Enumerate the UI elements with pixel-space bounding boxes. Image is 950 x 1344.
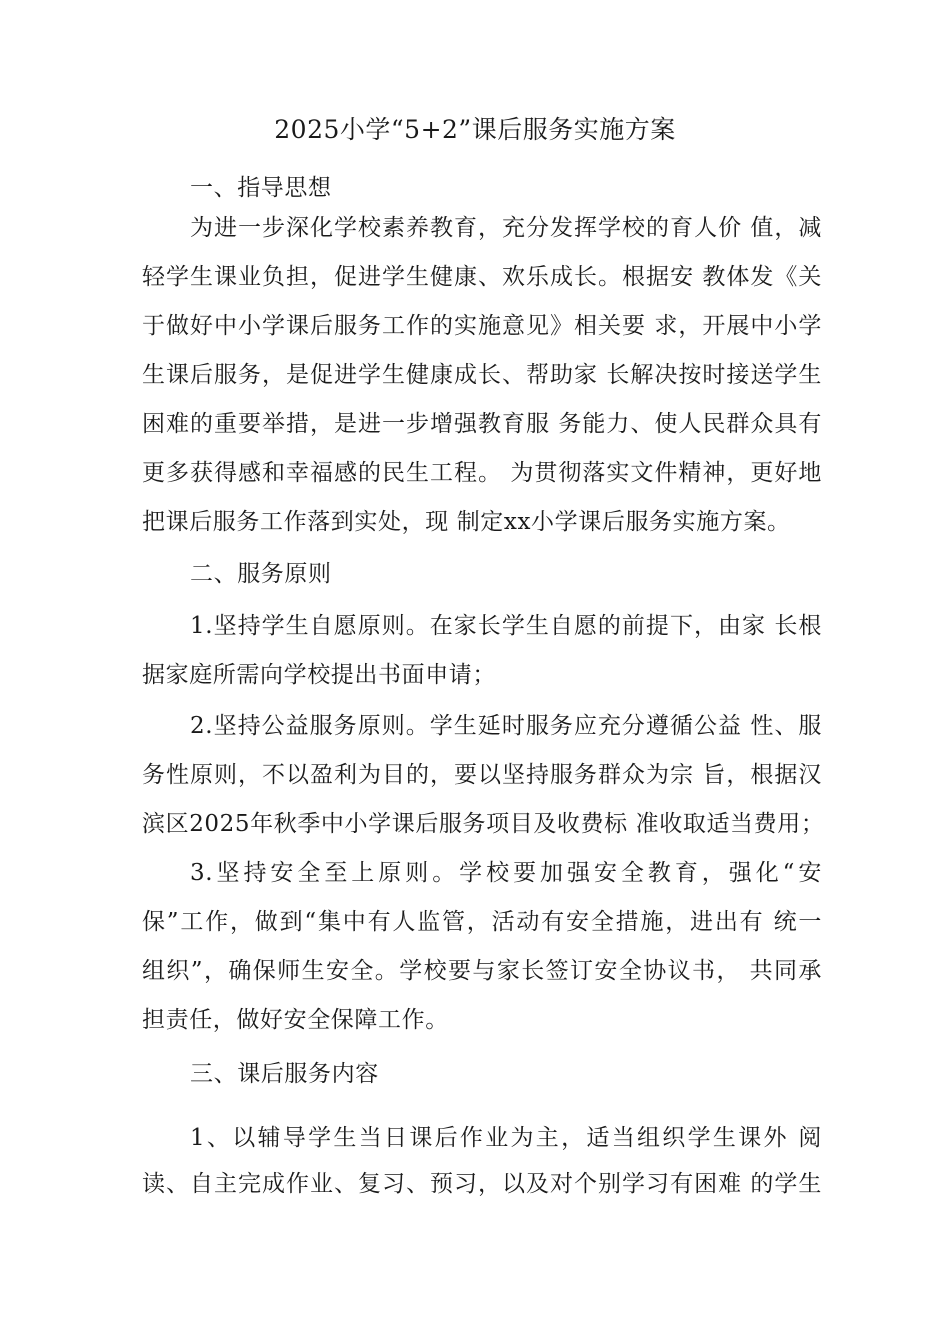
paragraph-line: 把课后服务工作落到实处，现 制定xx小学课后服务实施方案。 <box>142 509 791 535</box>
paragraph-line: 滨区2025年秋季中小学课后服务项目及收费标 准收取适当费用； <box>142 811 825 837</box>
paragraph-line: 困难的重要举措，是进一步增强教育服 务能力、使人民群众具有 <box>142 411 822 437</box>
paragraph-line: 2.坚持公益服务原则。学生延时服务应充分遵循公益 性、服 <box>190 713 822 739</box>
paragraph-line: 1、以辅导学生当日课后作业为主，适当组织学生课外 阅 <box>190 1125 822 1151</box>
paragraph-line: 务性原则，不以盈利为目的，要以坚持服务群众为宗 旨，根据汉 <box>142 762 822 788</box>
paragraph-line: 轻学生课业负担，促进学生健康、欢乐成长。根据安 教体发《关 <box>142 264 822 290</box>
section-heading-guiding-ideology: 一、指导思想 <box>190 175 332 201</box>
paragraph-line: 于做好中小学课后服务工作的实施意见》相关要 求，开展中小学 <box>142 313 822 339</box>
paragraph-line: 为进一步深化学校素养教育，充分发挥学校的育人价 值，减 <box>190 215 822 241</box>
section-heading-service-principles: 二、服务原则 <box>190 561 332 587</box>
paragraph-line: 更多获得感和幸福感的民生工程。 为贯彻落实文件精神，更好地 <box>142 460 822 486</box>
paragraph-line: 读、自主完成作业、复习、预习，以及对个别学习有困难 的学生 <box>142 1171 822 1197</box>
paragraph-line: 保”工作，做到“集中有人监管，活动有安全措施，进出有 统一 <box>142 909 822 935</box>
paragraph-line: 担责任，做好安全保障工作。 <box>142 1007 449 1033</box>
document-title: 2025小学“5+2”课后服务实施方案 <box>274 115 676 144</box>
section-heading-service-content: 三、课后服务内容 <box>190 1061 379 1087</box>
paragraph-line: 生课后服务，是促进学生健康成长、帮助家 长解决按时接送学生 <box>142 362 822 388</box>
paragraph-line: 3.坚持安全至上原则。学校要加强安全教育，强化“安 <box>190 860 822 886</box>
paragraph-line: 组织”，确保师生安全。学校要与家长签订安全协议书， 共同承 <box>142 958 822 984</box>
paragraph-line: 据家庭所需向学校提出书面申请； <box>142 662 496 688</box>
paragraph-line: 1.坚持学生自愿原则。在家长学生自愿的前提下，由家 长根 <box>190 613 822 639</box>
